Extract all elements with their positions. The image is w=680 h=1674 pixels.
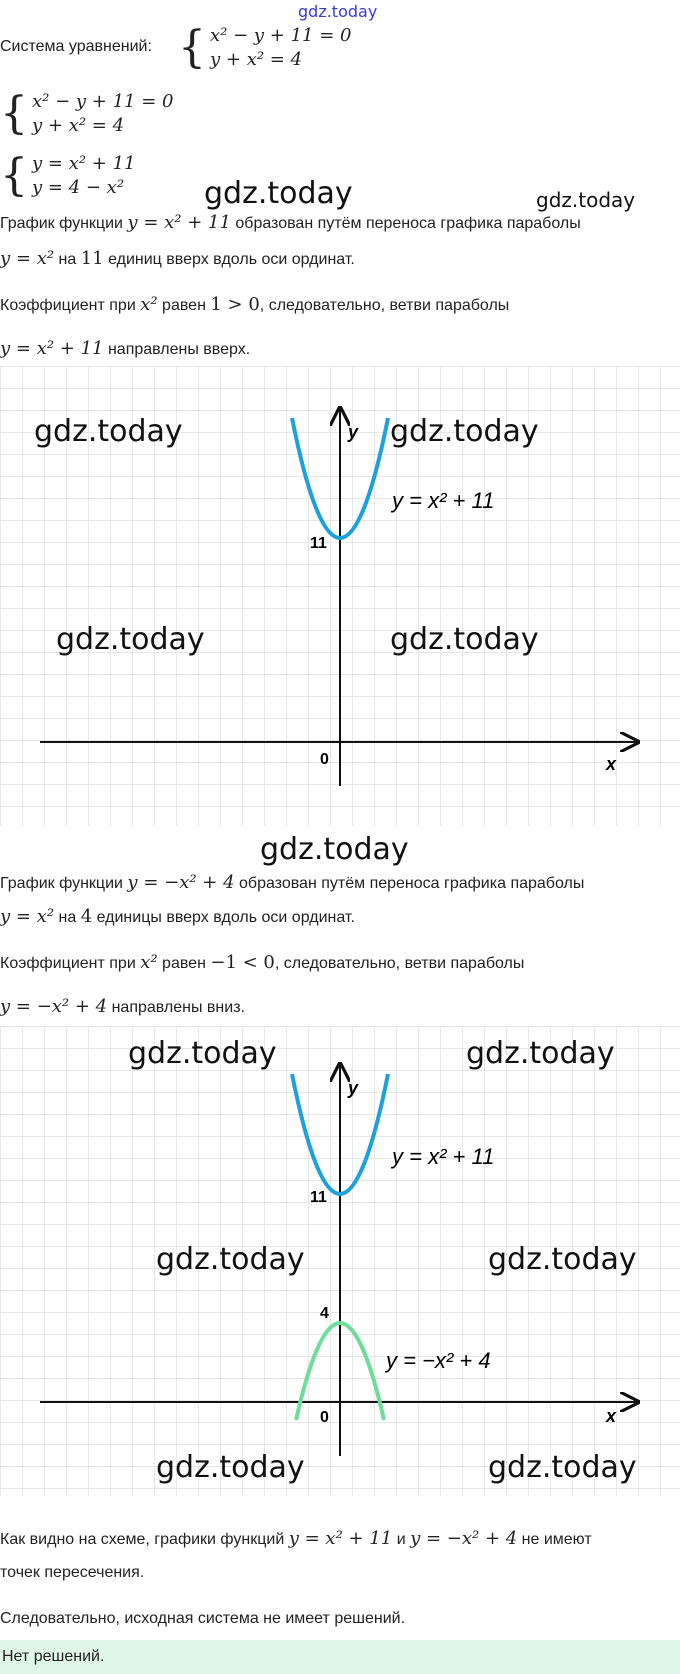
conclusion-line2: точек пересечения. (0, 1564, 145, 1581)
watermark: gdz.today (34, 414, 183, 449)
para2-line1: График функции y = −x² + 4 образован путём переноса графика параболы (0, 872, 585, 893)
watermark: gdz.today (156, 1242, 305, 1277)
system-3 (0, 152, 136, 200)
system-2-eq1: x² − y + 11 = 0 (32, 91, 174, 112)
system-3-eq1: y = x² + 11 (32, 153, 136, 174)
system-3-eq2: y = 4 − x² (32, 177, 125, 198)
conclusion-line3: Следовательно, исходная система не имеет решений. (0, 1610, 406, 1627)
x-axis-label: x (606, 754, 617, 774)
watermark: gdz.today (390, 622, 539, 657)
tick-11: 11 (310, 1189, 327, 1206)
para2-line3: Коэффициент при x² равен −1 < 0, следовательно, ветви параболы (0, 952, 525, 973)
curve-label-down: y = −x² + 4 (386, 1348, 491, 1373)
curve-label-up: y = x² + 11 (392, 488, 495, 513)
watermark: gdz.today (156, 1450, 305, 1485)
graph-1 (0, 366, 680, 826)
watermark-top: gdz.today (298, 2, 378, 21)
brace-icon: { (178, 22, 206, 73)
para1-line1: График функции y = x² + 11 образован путём переноса графика параболы (0, 212, 581, 233)
tick-11: 11 (310, 535, 327, 552)
conclusion-line1: Как видно на схеме, графики функций y = x² + 11 и y = −x² + 4 не имеют (0, 1528, 592, 1549)
answer-text: Нет решений. (2, 1648, 105, 1665)
watermark: gdz.today (488, 1242, 637, 1277)
para1-line4: y = x² + 11 направлены вверх. (0, 338, 251, 359)
system-1-eq2: y + x² = 4 (210, 49, 303, 70)
watermark: gdz.today (260, 832, 409, 867)
watermark: gdz.today (128, 1036, 277, 1071)
tick-4: 4 (320, 1305, 329, 1322)
watermark: gdz.today (390, 414, 539, 449)
y-axis-label: y (348, 422, 359, 442)
origin-label: 0 (320, 751, 329, 768)
curve-label-up: y = x² + 11 (392, 1144, 495, 1169)
brace-icon: { (0, 88, 28, 139)
intro-label: Система уравнений: (0, 38, 152, 55)
system-2-eq2: y + x² = 4 (32, 115, 125, 136)
watermark: gdz.today (466, 1036, 615, 1071)
para2-line4: y = −x² + 4 направлены вниз. (0, 996, 245, 1017)
watermark: gdz.today (536, 188, 636, 212)
watermark: gdz.today (204, 176, 353, 211)
system-1 (178, 24, 351, 72)
graph-2 (0, 1026, 680, 1496)
origin-label: 0 (320, 1409, 329, 1426)
watermark: gdz.today (56, 622, 205, 657)
para2-line2: y = x² на 4 единицы вверх вдоль оси ординат. (0, 906, 355, 927)
system-1-eq1: x² − y + 11 = 0 (210, 25, 352, 46)
para1-line2: y = x² на 11 единиц вверх вдоль оси ординат. (0, 248, 355, 269)
answer-box (0, 1640, 680, 1674)
brace-icon: { (0, 150, 28, 201)
system-2 (0, 90, 173, 138)
y-axis-label: y (348, 1078, 359, 1098)
x-axis-label: x (606, 1406, 617, 1426)
watermark: gdz.today (488, 1450, 637, 1485)
para1-line3: Коэффициент при x² равен 1 > 0, следовательно, ветви параболы (0, 294, 510, 315)
